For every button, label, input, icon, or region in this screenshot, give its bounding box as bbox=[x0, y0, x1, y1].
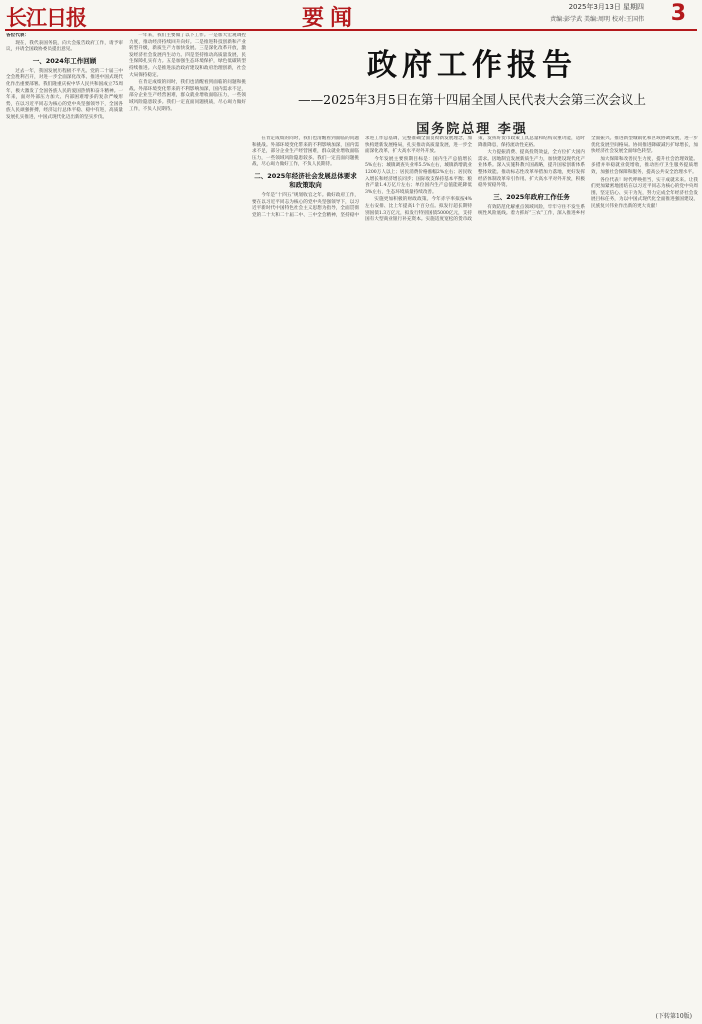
newspaper-logo: 长江日报 bbox=[6, 6, 86, 30]
masthead bbox=[0, 0, 702, 31]
article-byline: 国务院总理 李强 bbox=[416, 122, 528, 137]
page-number: 3 bbox=[670, 1, 686, 26]
paragraph: 在肯定成绩的同时，我们也清醒看到面临的问题和挑战。外部环境变化带来的不利影响加深，国内需求不足，部分企业生产经营困难，群众就业增收面临压力，一些领域风险隐患较多。我们一定直面问题挑战，尽心竭力做好工作，不负人民期待。 bbox=[129, 80, 246, 112]
issue-date: 2025年3月13日 星期四 bbox=[568, 3, 644, 11]
continued-note: (下转第10版) bbox=[655, 1013, 692, 1020]
paragraph: 在肯定成绩的同时，我们也清醒看到面临的问题和挑战。外部环境变化带来的不利影响加深，国内需求不足，部分企业生产经营困难，群众就业增收面临压力，一些领域风险隐患较多。我们一定直面问题挑战，尽心竭力做好工作，不负人民期待。 bbox=[252, 136, 359, 168]
paragraph: 一年来，我们主要做了以下工作。一是加大宏观调控力度，推动经济持续回升向好。二是推进科技创新和产业转型升级，新质生产力加快发展。三是深化改革开放，激发经济社会发展内生动力。四是坚持推动高质量发展，民生保障扎实有力。五是加强生态环境保护，绿色低碳转型持续推进。六是推进法治政府建设和政府治理创新，社会大局保持稳定。 bbox=[129, 33, 246, 78]
edition-label: 要闻 bbox=[302, 6, 359, 31]
header-divider bbox=[5, 29, 697, 31]
article-title: 政府工作报告 bbox=[367, 48, 577, 83]
paragraph: 大力提振消费、提高投资效益，全方位扩大国内需求。因地制宜发展新质生产力，加快建设现代化产业体系。深入实施科教兴国战略，提升国家创新体系整体效能。推动标志性改革举措加力落地，更好发挥经济体制改革牵引作用。扩大高水平对外开放，积极稳外贸稳外资。 bbox=[478, 150, 585, 189]
paragraph: 各位代表！时代呼唤担当，实干成就未来。让我们更加紧密地团结在以习近平同志为核心的党中央周围，坚定信心、实干为先，努力完成全年经济社会发展目标任务，为以中国式现代化全面推进强国建设、民族复兴伟业作出新的更大贡献！ bbox=[591, 177, 698, 209]
article-subtitle: ——2025年3月5日在第十四届全国人民代表大会第三次会议上 bbox=[298, 92, 646, 107]
section-heading-1: 一、2024年工作回顾 bbox=[32, 56, 97, 65]
article-title-block bbox=[252, 40, 692, 137]
section-heading-3: 三、2025年政府工作任务 bbox=[493, 192, 570, 201]
paragraph: 有效防范化解重点领域风险，牢牢守住不发生系统性风险底线。着力抓好“三农”工作，深入推进乡村全面振兴。推进新型城镇化和区域协调发展，进一步优化发展空间格局。协同推进降碳减污扩绿增长，加快经济社会发展全面绿色转型。 bbox=[478, 136, 698, 217]
paragraph: 今年发展主要预期目标是：国内生产总值增长5%左右；城镇调查失业率5.5%左右，城镇新增就业1200万人以上；居民消费价格涨幅2%左右；居民收入增长和经济增长同步；国际收支保持基本平衡；粮食产量1.4万亿斤左右；单位国内生产总值能耗降低3%左右，生态环境质量持续改善。 bbox=[365, 156, 472, 195]
paragraph: 今年是“十四五”规划收官之年。做好政府工作，要在以习近平同志为核心的党中央坚强领导下，以习近平新时代中国特色社会主义思想为指导，全面贯彻党的二十大和二十届二中、三中全会精神，坚持稳中求进工作总基调，完整准确全面贯彻新发展理念，加快构建新发展格局，扎实推动高质量发展，进一步全面深化改革，扩大高水平对外开放。 bbox=[252, 136, 472, 218]
paragraph: 过去一年，我国发展历程极不平凡。党的二十届三中全会胜利召开，对进一步全面深化改革、推进中国式现代化作出重要部署。我们隆重庆祝中华人民共和国成立75周年，极大激发了全国各族人民的爱国热情和奋斗精神。一年来，面对外部压力加大、内部困难增多的复杂严峻形势，在以习近平同志为核心的党中央坚强领导下，全国各族人民顽强拼搏，经济运行总体平稳、稳中有进，高质量发展扎实推进，中国式现代化迈出新的坚实步伐。 bbox=[6, 68, 123, 120]
editor-credits: 责编:彭学武 美编:周明 校对:王国伟 bbox=[550, 16, 644, 23]
paragraph: 加大保障和改善民生力度，提升社会治理效能。多措并举稳就业促增收，推动医疗卫生服务提质增效，加强社会保障和服务，提高公共安全治理水平。 bbox=[591, 156, 698, 175]
paragraph: 实施更加积极的财政政策。今年赤字率拟按4%左右安排、比上年提高1个百分点。拟发行超长期特别国债1.3万亿元，拟发行特别国债5000亿元，支持国有大型商业银行补充资本。实施适度宽松的货币政策，发挥好货币政策工具总量和结构双重功能，适时降准降息，保持流动性充裕。 bbox=[365, 136, 585, 223]
section-heading-2: 二、2025年经济社会发展总体要求和政策取向 bbox=[254, 171, 357, 189]
salutation: 各位代表： bbox=[6, 33, 29, 38]
paragraph: 现在，我代表国务院，向大会报告政府工作，请予审议，并请全国政协委员提出意见。 bbox=[6, 40, 123, 53]
article-left-columns bbox=[6, 33, 246, 1010]
article-right-columns bbox=[252, 136, 698, 1010]
